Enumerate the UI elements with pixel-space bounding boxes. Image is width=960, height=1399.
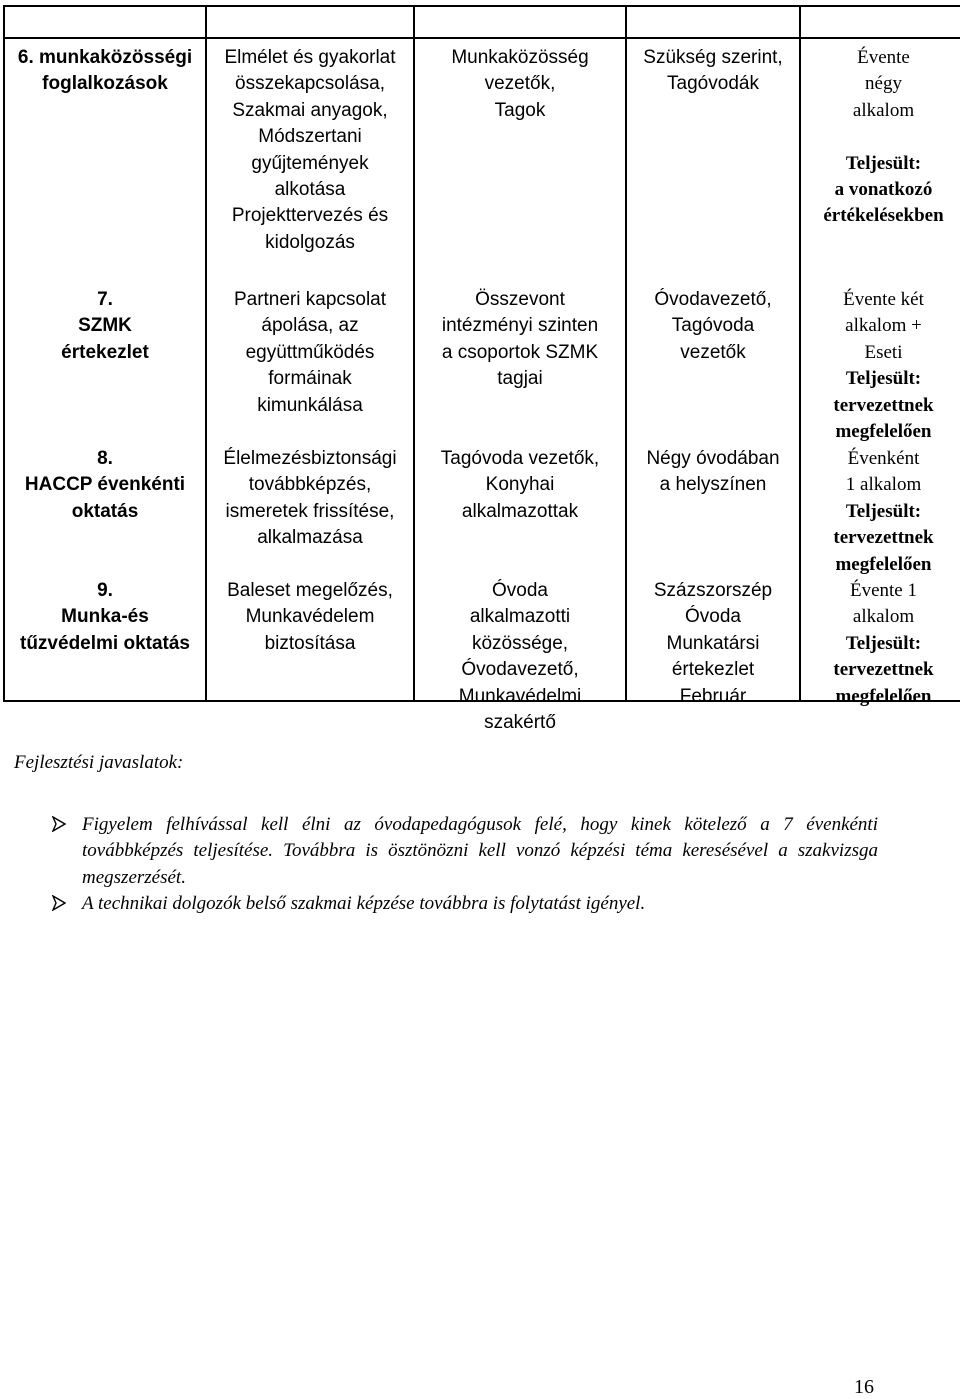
list-item <box>14 891 894 917</box>
status-line: Teljesült: <box>845 152 922 174</box>
frequency-block <box>803 578 960 710</box>
suggestion-list <box>14 812 894 918</box>
where-line: Tagóvoda <box>671 315 755 337</box>
content-line: Projekttervezés és <box>231 205 389 227</box>
content-line: Élelmezésbiztonsági <box>223 448 397 469</box>
frequency-line: Évente 1 <box>849 580 917 601</box>
activity-line: foglalkozások <box>42 73 168 95</box>
responsible-line: Tagok <box>494 99 546 121</box>
activity-table <box>3 5 960 734</box>
responsible-block <box>417 578 623 736</box>
activity-block <box>7 578 203 657</box>
activity-line: oktatás <box>71 500 139 522</box>
activity-line: Munka-és <box>61 606 149 628</box>
status-line: Teljesült: <box>845 368 922 390</box>
where-line: Százszorszép <box>653 580 773 601</box>
content-block <box>209 578 411 657</box>
page-number: 16 <box>854 1376 874 1398</box>
content-line: összekapcsolása, <box>235 73 385 95</box>
table-header-row <box>4 6 960 38</box>
status-line: tervezettnek <box>833 394 934 416</box>
where-line: Négy óvodában <box>646 448 780 469</box>
frequency-line: Évente két <box>843 289 924 310</box>
content-line: alkalmazása <box>257 527 363 549</box>
responsible-line: alkalmazotti <box>469 606 571 628</box>
activity-line: értekezlet <box>61 341 149 363</box>
where-line: Szükség szerint, <box>643 47 783 68</box>
where-block <box>629 578 797 710</box>
where-block <box>629 446 797 499</box>
list-item <box>14 812 894 891</box>
content-line: Baleset megelőzés, <box>227 580 393 601</box>
status-line: megfelelően <box>835 421 932 443</box>
responsible-line: vezetők, <box>484 73 556 95</box>
frequency-line: Évente <box>857 47 910 68</box>
responsible-line: Munkavédelmi <box>458 685 582 707</box>
responsible-line: közössége, <box>471 632 569 654</box>
status-line: Teljesült: <box>845 632 922 654</box>
frequency-block <box>803 45 960 230</box>
header-cell <box>206 6 414 38</box>
responsible-line: Konyhai <box>485 474 555 496</box>
frequency-line: alkalom <box>852 606 915 628</box>
responsible-line: alkalmazottak <box>461 500 579 522</box>
responsible-line: tagjai <box>497 368 543 390</box>
header-cell <box>414 6 626 38</box>
suggestion-text: A technikai dolgozók belső szakmai képzése továbbra is folytatást igényel. <box>82 893 646 915</box>
activity-line: SZMK <box>78 315 132 337</box>
table-body-row <box>4 38 960 701</box>
content-line: kidolgozás <box>265 231 355 253</box>
content-line: Munkavédelem <box>245 606 375 628</box>
responsible-block <box>417 446 623 525</box>
development-suggestions <box>14 752 894 918</box>
where-line: Óvoda <box>685 606 741 628</box>
content-line: Szakmai anyagok, <box>232 99 388 121</box>
responsible-line: a csoportok SZMK <box>441 341 599 363</box>
header-cell <box>800 6 960 38</box>
frequency-column-cell <box>800 38 960 707</box>
activity-line: 7. <box>97 289 113 310</box>
responsible-block <box>417 45 623 124</box>
content-column-cell <box>206 38 414 701</box>
arrow-bullet-icon <box>52 816 66 832</box>
status-line: megfelelően <box>835 685 932 707</box>
responsible-line: Óvoda <box>492 580 548 601</box>
activity-column-cell <box>4 38 206 701</box>
activity-block <box>7 446 203 525</box>
activity-line: HACCP évenkénti <box>24 474 186 496</box>
where-line: a helyszínen <box>659 474 767 496</box>
content-line: ápolása, az <box>261 315 359 337</box>
where-line: értekezlet <box>671 659 755 681</box>
activity-line: tűzvédelmi oktatás <box>20 632 190 654</box>
responsible-line: szakértő <box>484 712 556 734</box>
activity-line: 6. munkaközösségi <box>17 47 193 68</box>
responsible-line: Munkaközösség <box>451 47 589 68</box>
content-line: továbbképzés, <box>248 474 372 496</box>
content-block <box>209 446 411 552</box>
content-line: Partneri kapcsolat <box>233 289 387 310</box>
status-line: tervezettnek <box>833 659 934 681</box>
frequency-block <box>803 287 960 445</box>
responsible-line: Összevont <box>475 289 565 310</box>
status-line: Teljesült: <box>845 500 922 522</box>
content-line: gyűjtemények <box>251 152 369 174</box>
where-line: vezetők <box>680 341 746 363</box>
status-line: tervezettnek <box>833 527 934 549</box>
content-line: alkotása <box>274 179 346 201</box>
header-cell <box>4 6 206 38</box>
activity-block <box>7 287 203 366</box>
activity-line: 8. <box>97 448 113 469</box>
content-line: Elmélet és gyakorlat <box>224 47 396 68</box>
where-line: Tagóvodák <box>667 73 759 95</box>
activity-line: 9. <box>97 580 113 601</box>
where-column-cell <box>626 38 800 707</box>
notes-title: Fejlesztési javaslatok: <box>14 752 184 773</box>
status-line: értékelésekben <box>823 205 944 227</box>
suggestion-text: Figyelem felhívással kell élni az óvodapedagógusok felé, hogy kinek kötelező a 7 évenkénti továbbképzés teljesítése. Továbbra is ösztönözni kell vonzó képzési téma keresésével a szakvizsga megszerzését. <box>82 814 878 888</box>
frequency-line: Eseti <box>864 341 903 363</box>
content-line: Módszertani <box>258 126 362 148</box>
status-line: megfelelően <box>835 553 932 575</box>
content-line: biztosítása <box>264 632 356 654</box>
responsible-column-cell <box>414 38 626 734</box>
frequency-line: négy <box>865 73 902 95</box>
content-block <box>209 45 411 256</box>
header-cell <box>626 6 800 38</box>
responsible-line: Óvodavezető, <box>461 659 579 681</box>
content-line: ismeretek frissítése, <box>225 500 395 522</box>
frequency-line: Évenként <box>847 448 920 469</box>
where-block <box>629 45 797 98</box>
where-line: Óvodavezető, <box>654 289 772 310</box>
frequency-line: alkalom + <box>845 315 922 337</box>
content-line: formáinak <box>268 368 352 390</box>
content-line: együttműködés <box>245 341 375 363</box>
content-block <box>209 287 411 419</box>
arrow-bullet-icon <box>52 895 66 911</box>
where-line: Február <box>679 685 747 707</box>
responsible-block <box>417 287 623 393</box>
spacer <box>803 124 960 150</box>
content-line: kimunkálása <box>257 394 363 416</box>
where-line: Munkatársi <box>666 632 760 654</box>
responsible-line: intézményi szinten <box>441 315 599 337</box>
frequency-line: 1 alkalom <box>845 474 922 496</box>
frequency-block <box>803 446 960 578</box>
where-block <box>629 287 797 366</box>
activity-block <box>7 45 203 98</box>
responsible-line: Tagóvoda vezetők, <box>440 448 600 469</box>
frequency-line: alkalom <box>852 99 915 121</box>
status-line: a vonatkozó <box>834 179 933 201</box>
